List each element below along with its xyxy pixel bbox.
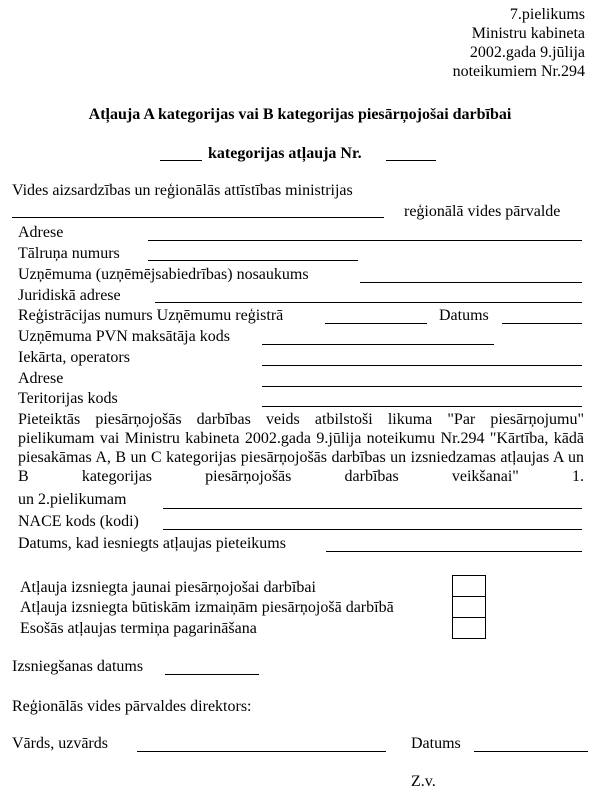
reg-date-label: Datums (439, 307, 489, 324)
address-label: Adrese (18, 224, 64, 241)
annex-number: 7.pielikums (509, 6, 585, 23)
annex-regulation: noteikumiem Nr.294 (452, 63, 585, 80)
sign-date-label: Datums (411, 735, 461, 752)
vat-code-label: Uzņēmuma PVN maksātāja kods (18, 328, 230, 345)
annex-date: 2002.gada 9.jūlija (469, 44, 585, 61)
sign-date-blank[interactable] (474, 751, 588, 752)
permit-subtitle: kategorijas atļauja Nr. (208, 145, 362, 162)
checkbox-extension[interactable] (452, 617, 486, 639)
ministry-text: Vides aizsardzības un reģionālās attīstības ministrijas (12, 182, 353, 199)
company-name-blank[interactable] (360, 282, 582, 283)
installation-blank[interactable] (262, 365, 582, 366)
issue-date-blank[interactable] (165, 674, 259, 675)
regional-office-blank[interactable] (12, 217, 384, 218)
application-date-blank[interactable] (326, 551, 582, 552)
issue-date-label: Izsniegšanas datums (12, 658, 144, 675)
address2-label: Adrese (18, 370, 64, 387)
reg-number-label: Reģistrācijas numurs Uzņēmumu reģistrā (18, 307, 284, 324)
document-title: Atļauja A kategorijas vai B kategorijas piesārņojošai darbībai (88, 106, 512, 123)
address-blank[interactable] (148, 240, 582, 241)
activity-blank[interactable] (163, 508, 582, 509)
checkbox-label-new: Atļauja izsniegta jaunai piesārņojošai darbībai (20, 579, 316, 596)
reg-number-blank[interactable] (325, 323, 427, 324)
territory-code-label: Teritorijas kods (18, 390, 118, 407)
installation-label: Iekārta, operators (18, 349, 130, 366)
stamp-label: Z.v. (411, 773, 436, 790)
nace-label: NACE kods (kodi) (18, 513, 139, 530)
regional-office-label: reģionālā vides pārvalde (404, 203, 561, 220)
checkbox-new[interactable] (452, 575, 486, 597)
activity-paragraph: Pieteiktās piesārņojošās darbības veids atbilstoši likuma "Par piesārņojumu" pielikumam vai Ministru kabineta 2002.gada 9.jūlija noteikumu Nr.294 "Kārtība, kādā piesakāmas A, B un C kategorijas piesārņojošās darbības un izsniedzamas atļaujas A un B kategorijas piesārņojošās darbības veikšanai" 1. (18, 411, 584, 485)
phone-blank[interactable] (148, 260, 358, 261)
activity-annex-tail: un 2.pielikumam (18, 491, 127, 508)
application-date-label: Datums, kad iesniegts atļaujas pieteikums (18, 535, 286, 552)
vat-code-blank[interactable] (262, 344, 494, 345)
annex-ministry: Ministru kabineta (471, 25, 585, 42)
legal-address-label: Juridiskā adrese (18, 287, 121, 304)
checkbox-label-changes: Atļauja izsniegta būtiskām izmaiņām piesārņojošā darbībā (20, 599, 394, 616)
company-name-label: Uzņēmuma (uzņēmējsabiedrības) nosaukums (18, 266, 309, 283)
director-label: Reģionālās vides pārvaldes direktors: (12, 698, 252, 715)
address2-blank[interactable] (262, 386, 582, 387)
reg-date-blank[interactable] (502, 323, 582, 324)
legal-address-blank[interactable] (155, 302, 582, 303)
territory-code-blank[interactable] (262, 406, 582, 407)
name-surname-label: Vārds, uzvārds (12, 735, 108, 752)
name-surname-blank[interactable] (137, 751, 386, 752)
checkbox-label-extension: Esošās atļaujas termiņa pagarināšana (20, 620, 257, 637)
category-blank[interactable] (160, 160, 202, 161)
nace-blank[interactable] (163, 529, 582, 530)
permit-number-blank[interactable] (386, 160, 436, 161)
phone-label: Tālruņa numurs (18, 245, 120, 262)
checkbox-changes[interactable] (452, 596, 486, 618)
